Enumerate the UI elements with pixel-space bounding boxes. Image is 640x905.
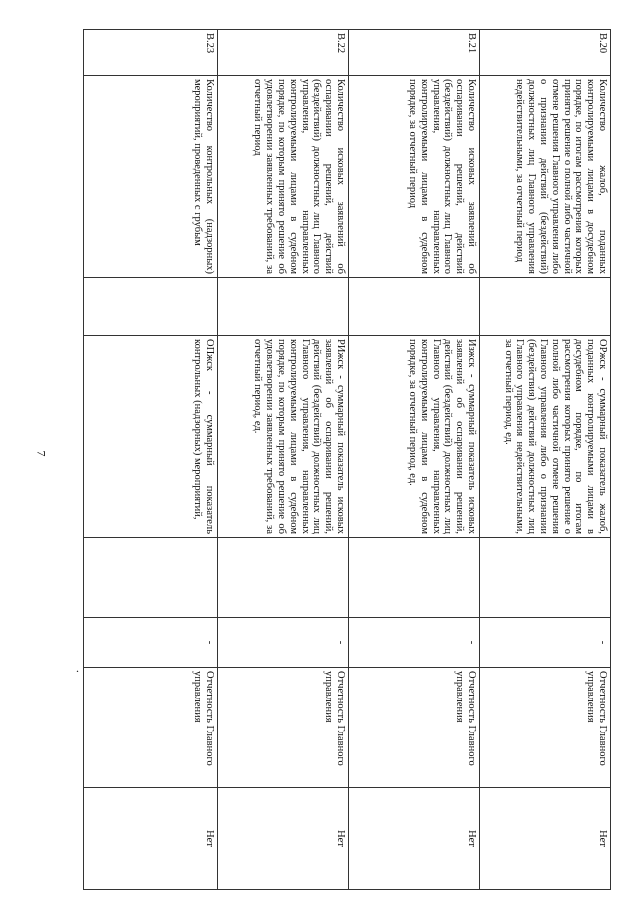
answer-cell: Нет [84,788,218,890]
answer-cell: Нет [480,788,611,890]
indicator-name: Количество исковых заявлений об оспаривании решений, действий (бездействий) должностных лиц Главного управления, направленных контролируемыми лицами в судебном порядке, по которым принято решение об удовлетворении заявленных требований, за отчетный период [218,76,349,278]
table-row [84,30,218,890]
stray-dot: . [76,661,79,675]
page-number: 7 [34,450,49,457]
indicator-name: Количество контрольных (надзорных) мероприятий, проведенных с грубым [84,76,218,278]
data-source: Отчетность Главного управления [218,668,349,788]
empty-cell [480,278,611,336]
table-row [218,30,349,890]
empty-cell [349,538,480,618]
row-code: В.20 [480,30,611,76]
data-source: Отчетность Главного управления [349,668,480,788]
data-source: Отчетность Главного управления [480,668,611,788]
row-code: В.23 [84,30,218,76]
dash-cell: - [349,618,480,668]
empty-cell [84,538,218,618]
dash-cell: - [84,618,218,668]
table-row [349,30,480,890]
indicator-name: Количество жалоб, поданных контролируемыми лицами в досудебном порядке, по итогам рассмотрения которых принято решение о полной либо частичной отмене решения Главного управления либо о признании действий (бездействий) должностных лиц Главного управления недействительными, за отчетный период [480,76,611,278]
rotated-sheet [84,29,611,889]
indicator-formula: РИжск - суммарный показатель исковых заявлений об оспаривании решений, действий (бездействий) должностных лиц Главного управления, направленных контролируемыми лицами в судебном порядке, по которым принято решение об удовлетворении заявленных требований, за отчетный период, ед. [218,336,349,538]
indicator-name: Количество исковых заявлений об оспаривании решений, действий (бездействий) должностных лиц Главного управления, направленных контролируемыми лицами в судебном порядке, за отчетный период [349,76,480,278]
empty-cell [218,538,349,618]
indicator-formula: ОРжск - суммарный показатель жалоб, поданных контролируемыми лицами в досудебном порядке, по итогам рассмотрения которых принято решение о полной либо частичной отмене решения Главного управления либо о признании (бездействия) действий должностных лиц Главного управления недействительными, за отчетный период, ед. [480,336,611,538]
empty-cell [84,278,218,336]
dash-cell: - [480,618,611,668]
empty-cell [349,278,480,336]
answer-cell: Нет [218,788,349,890]
table-row [480,30,611,890]
data-source: Отчетность Главного управления [84,668,218,788]
dash-cell: - [218,618,349,668]
indicator-formula: ОПжск - суммарный показатель контрольных (надзорных) мероприятий, [84,336,218,538]
row-code: В.22 [218,30,349,76]
row-code: В.21 [349,30,480,76]
empty-cell [218,278,349,336]
answer-cell: Нет [349,788,480,890]
empty-cell [480,538,611,618]
indicator-formula: Изжск - суммарный показатель исковых заявлений об оспаривании решений, действий (бездействий) должностных лиц Главного управления, направленных контролируемыми лицами в судебном порядке, за отчетный период, ед. [349,336,480,538]
indicator-table [83,29,611,890]
